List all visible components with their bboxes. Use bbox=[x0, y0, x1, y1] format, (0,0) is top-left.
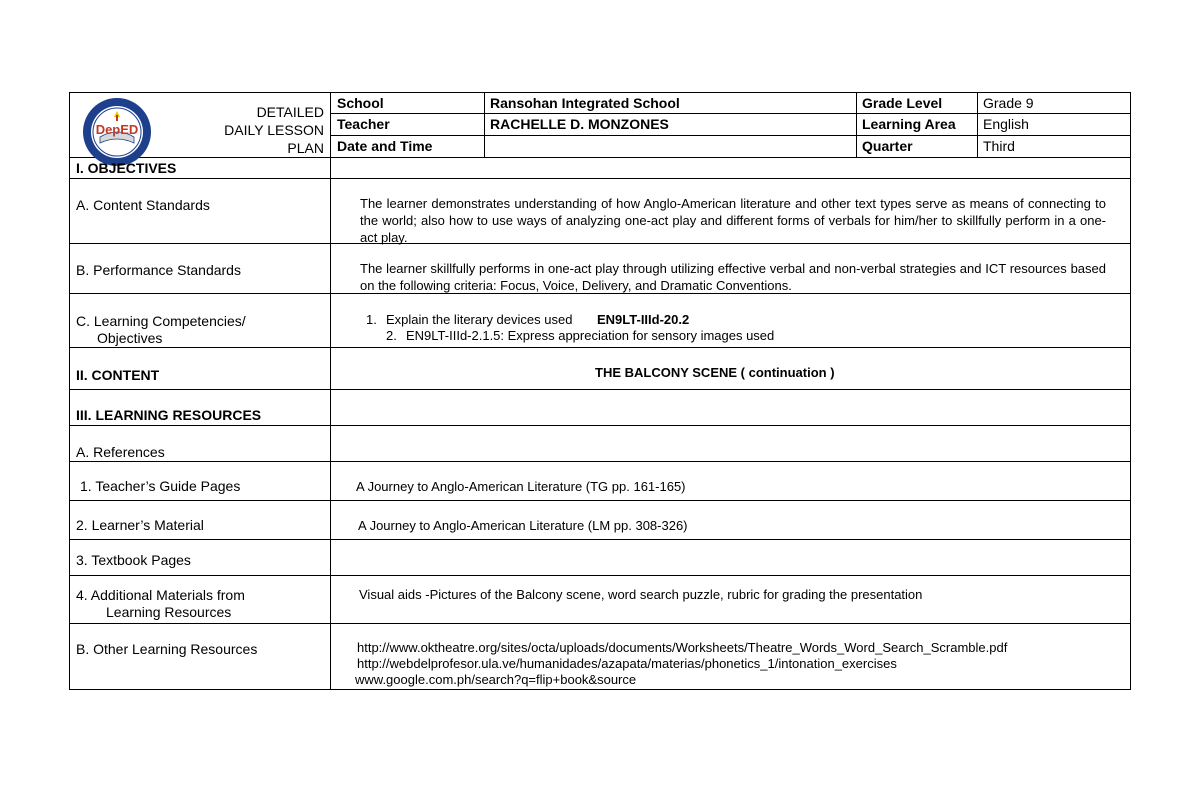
date-time-label: Date and Time bbox=[337, 138, 433, 154]
row-line bbox=[69, 461, 1131, 462]
border-right bbox=[1130, 92, 1131, 690]
row-line bbox=[69, 425, 1131, 426]
content-heading: II. CONTENT bbox=[76, 367, 160, 383]
grade-level-label: Grade Level bbox=[862, 95, 943, 111]
header-bottom-line bbox=[69, 157, 1131, 158]
header-divider-2 bbox=[856, 92, 857, 157]
other-resources-label: B. Other Learning Resources bbox=[76, 641, 258, 657]
resource-link[interactable]: www.google.com.ph/search?q=flip+book&source bbox=[355, 672, 637, 687]
additional-materials-label-line-1: 4. Additional Materials from bbox=[76, 587, 245, 603]
teacher-value: RACHELLE D. MONZONES bbox=[490, 116, 669, 132]
quarter-value: Third bbox=[983, 138, 1015, 154]
border-bottom bbox=[69, 689, 1131, 690]
header-divider-1 bbox=[484, 92, 485, 157]
row-line bbox=[69, 539, 1131, 540]
row-line bbox=[69, 178, 1131, 179]
objectives-heading: I. OBJECTIVES bbox=[76, 160, 177, 176]
competency-1-number: 1. bbox=[366, 312, 377, 327]
border-left bbox=[69, 92, 70, 690]
header-row-line-1 bbox=[330, 113, 1131, 114]
grade-level-value: Grade 9 bbox=[983, 95, 1034, 111]
competencies-label-line-1: C. Learning Competencies/ bbox=[76, 313, 246, 329]
learning-area-value: English bbox=[983, 116, 1029, 132]
learning-area-label: Learning Area bbox=[862, 116, 956, 132]
row-line bbox=[69, 347, 1131, 348]
content-standards-label: A. Content Standards bbox=[76, 197, 210, 213]
header-row-line-2 bbox=[330, 135, 1131, 136]
deped-seal-icon bbox=[82, 97, 152, 167]
additional-materials-label-line-2: Learning Resources bbox=[106, 604, 232, 620]
teachers-guide-value: A Journey to Anglo-American Literature (TG pp. 161-165) bbox=[356, 479, 686, 494]
learning-resources-heading: III. LEARNING RESOURCES bbox=[76, 407, 262, 423]
competencies-label-line-2: Objectives bbox=[97, 330, 163, 346]
additional-materials-value: Visual aids -Pictures of the Balcony scene, word search puzzle, rubric for grading the presentation bbox=[359, 587, 923, 602]
border-top bbox=[69, 92, 1131, 93]
performance-standards-label: B. Performance Standards bbox=[76, 262, 241, 278]
school-value: Ransohan Integrated School bbox=[490, 95, 680, 111]
doc-title-line-3: PLAN bbox=[287, 140, 324, 156]
competency-2-number: 2. bbox=[386, 328, 397, 343]
content-standards-text: The learner demonstrates understanding of how Anglo-American literature and other text types serve as means of connecting to the world; also how to use ways of analyzing one-act play and different forms of verbals for him/her to skillfully perform in a one-act play. bbox=[360, 196, 1106, 245]
row-line bbox=[69, 575, 1131, 576]
performance-standards-text: The learner skillfully performs in one-act play through utilizing effective verbal and non-verbal strategies and ICT resources based on the following criteria: Focus, Voice, Delivery, and Dramatic Conventions. bbox=[360, 261, 1106, 293]
resource-link[interactable]: http://www.oktheatre.org/sites/octa/uploads/documents/Worksheets/Theatre_Words_Word_Search_Scramble.pdf bbox=[357, 640, 1008, 655]
learners-material-label: 2. Learner’s Material bbox=[76, 517, 204, 533]
svg-text:DepED: DepED bbox=[95, 122, 139, 137]
resource-link[interactable]: http://webdelprofesor.ula.ve/humanidades/azapata/materias/phonetics_1/intonation_exercises bbox=[357, 656, 897, 671]
content-value: THE BALCONY SCENE ( continuation ) bbox=[595, 365, 835, 380]
school-label: School bbox=[337, 95, 384, 111]
references-label: A. References bbox=[76, 444, 165, 460]
competency-1-text: Explain the literary devices used bbox=[386, 312, 573, 327]
doc-title-line-2: DAILY LESSON bbox=[224, 122, 324, 138]
competency-1-code: EN9LT-IIId-20.2 bbox=[597, 312, 690, 327]
learners-material-value: A Journey to Anglo-American Literature (LM pp. 308-326) bbox=[358, 518, 688, 533]
textbook-pages-label: 3. Textbook Pages bbox=[76, 552, 191, 568]
column-divider bbox=[330, 92, 331, 690]
row-line bbox=[69, 389, 1131, 390]
row-line bbox=[69, 500, 1131, 501]
competency-2-text: EN9LT-IIId-2.1.5: Express appreciation for sensory images used bbox=[406, 328, 775, 343]
teachers-guide-label: 1. Teacher’s Guide Pages bbox=[80, 478, 241, 494]
quarter-label: Quarter bbox=[862, 138, 913, 154]
header-divider-3 bbox=[977, 92, 978, 157]
doc-title-line-1: DETAILED bbox=[256, 104, 324, 120]
row-line bbox=[69, 623, 1131, 624]
deped-logo bbox=[82, 97, 152, 167]
teacher-label: Teacher bbox=[337, 116, 390, 132]
